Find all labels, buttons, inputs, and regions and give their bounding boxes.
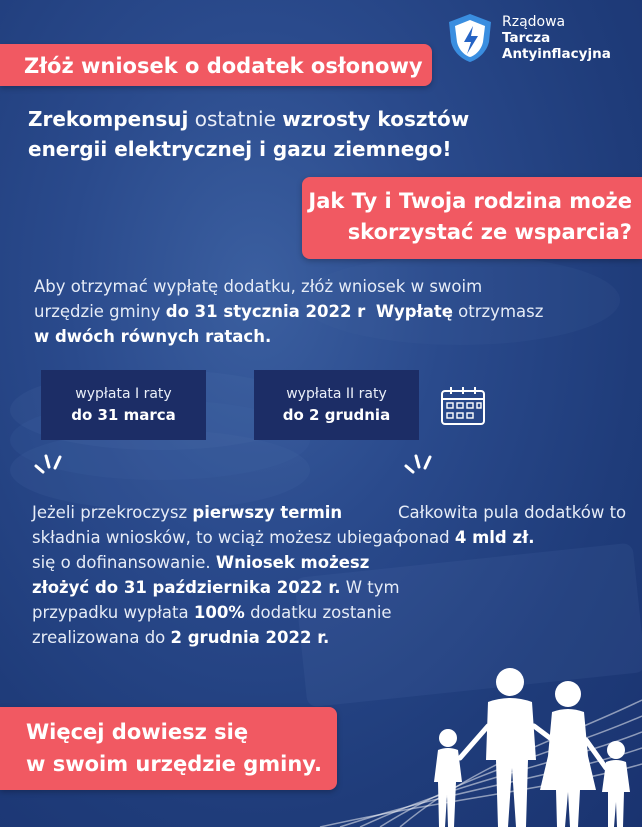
family-silhouette-icon <box>418 660 642 827</box>
logo-line-3: Antyinflacyjna <box>502 46 611 62</box>
pool-text: Całkowita pula dodatków to ponad <box>398 503 627 547</box>
deadline-text-1: Jeżeli przekroczysz <box>32 503 193 522</box>
bottom-line-2: w swoim urzędzie gminy. <box>26 752 323 776</box>
info-installments: w dwóch równych ratach. <box>34 327 272 346</box>
pool-amount: 4 mld zł. <box>454 528 535 547</box>
info-text-2 <box>365 302 376 321</box>
government-logo <box>446 12 636 68</box>
page-title: Złóż wniosek o dodatek osłonowy <box>0 44 432 86</box>
sparkle-icon <box>32 452 66 482</box>
deadline-text-3: W tym przypadku wypłata <box>32 578 400 622</box>
rate-box-1 <box>41 370 206 440</box>
rate-2-label: wypłata II raty <box>286 386 387 402</box>
sparkle-icon <box>402 452 436 482</box>
deadline-bold-1: pierwszy termin <box>192 503 343 522</box>
info-payout-word: Wypłatę <box>375 302 453 321</box>
bottom-line-1: Więcej dowiesz się <box>26 720 249 744</box>
shield-logo-icon <box>446 12 494 64</box>
calendar-icon <box>440 386 486 426</box>
logo-line-1: Rządowa <box>502 14 566 30</box>
deadline-bold-3: 100% <box>193 603 245 622</box>
subtitle-part-2: ostatnie <box>188 107 283 131</box>
logo-line-2: Tarcza <box>502 30 551 46</box>
deadline-note <box>32 500 402 650</box>
info-deadline: do 31 stycznia 2022 r <box>165 302 366 321</box>
subtitle <box>28 104 488 164</box>
deadline-bold-4: 2 grudnia 2022 r. <box>170 628 330 647</box>
bottom-banner <box>0 707 337 790</box>
question-banner <box>302 177 642 259</box>
deadline-text-2: składnia wniosków, to wciąż możesz ubiegać się o dofinansowanie. <box>32 528 402 572</box>
rate-1-label: wypłata I raty <box>75 386 172 402</box>
rate-1-date: do 31 marca <box>71 406 176 424</box>
rate-2-date: do 2 grudnia <box>282 406 391 424</box>
subtitle-part-3: wzrosty kosztów energii elektrycznej i gazu ziemnego! <box>28 107 470 161</box>
rate-box-2 <box>254 370 419 440</box>
info-text-1: Aby otrzymać wypłatę dodatku, złóż wniosek w swoim urzędzie gminy <box>34 277 483 321</box>
question-line-1: Jak Ty i Twoja rodzina może <box>308 189 632 213</box>
info-text-3: otrzymasz <box>452 302 544 321</box>
info-paragraph <box>34 274 554 349</box>
subtitle-part-1: Zrekompensuj <box>28 107 189 131</box>
deadline-text-4: dodatku zostanie zrealizowana do <box>32 603 392 647</box>
pool-note <box>398 500 638 550</box>
question-line-2: skorzystać ze wsparcia? <box>347 220 632 244</box>
deadline-bold-2: Wniosek możesz złożyć do 31 października 2022 r. <box>32 553 370 597</box>
